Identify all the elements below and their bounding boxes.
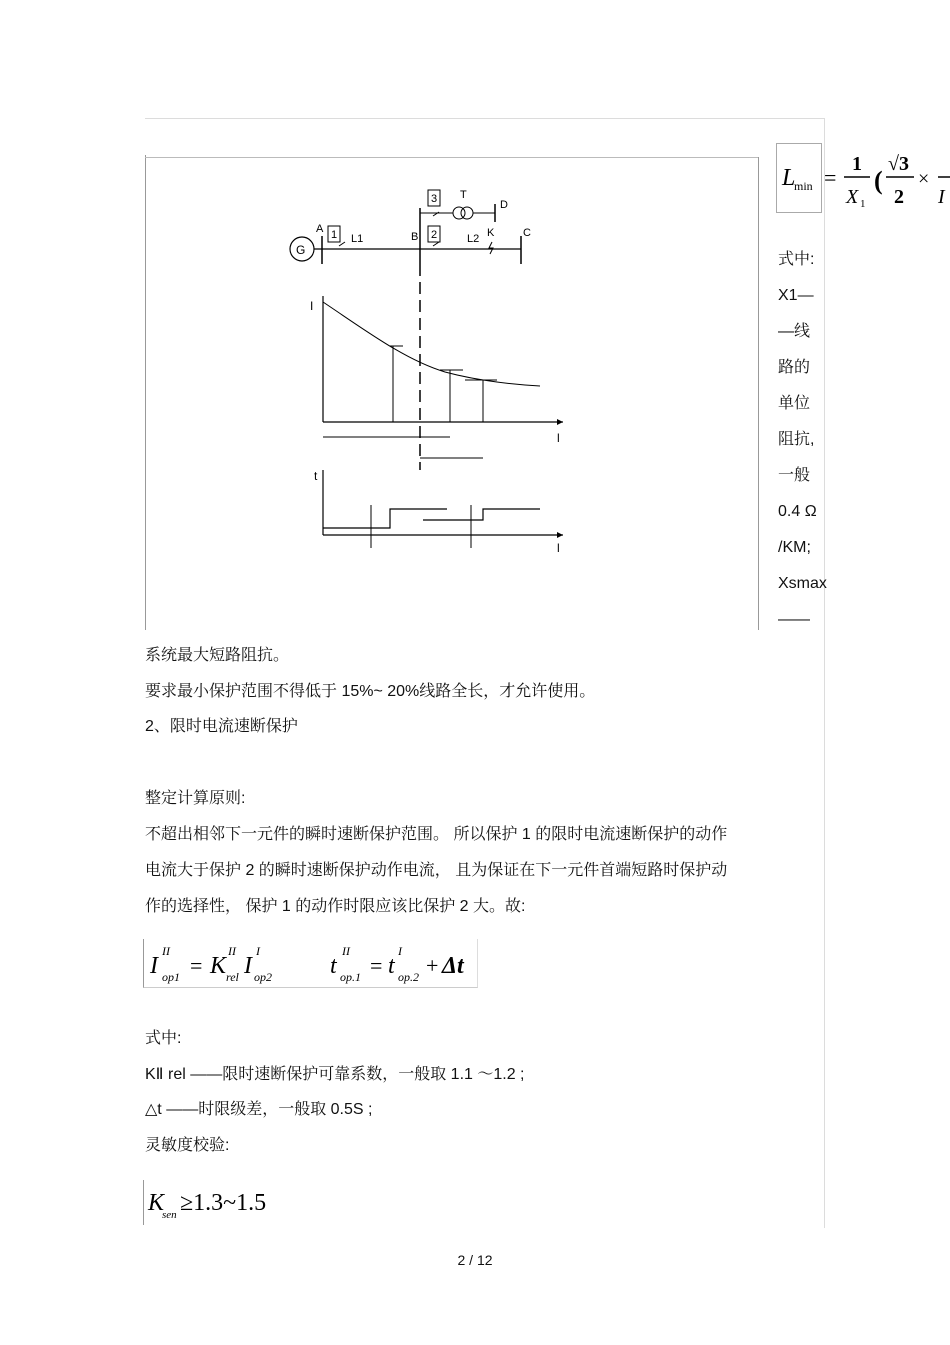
f2-t-sub: op.1 <box>340 970 361 984</box>
label-b: B <box>411 231 419 243</box>
f2-t-sup: II <box>342 944 350 958</box>
f2-eq2: = <box>370 953 383 978</box>
label-a: A <box>316 223 324 235</box>
figure-left-rule <box>145 155 146 630</box>
para-line: 作的选择性， 保护 1 的动作时限应该比保护 2 大。故: <box>145 898 526 915</box>
formula-eq: = <box>824 165 837 190</box>
figure-right-rule <box>758 157 759 630</box>
axis-l2-label: l <box>557 541 560 555</box>
sidebar-notes <box>778 242 838 638</box>
f2-t2-sub: op.2 <box>398 970 419 984</box>
para-line: KⅡ rel ——限时速断保护可靠系数，一般取 1.1 ～1.2 ; <box>145 1066 525 1083</box>
axis-i-label: I <box>310 299 314 313</box>
sensitivity-formula <box>143 1180 274 1225</box>
f2-i2-sup: I <box>256 944 260 958</box>
f2-i-sub: op1 <box>162 970 180 984</box>
f2-i: I <box>150 953 158 979</box>
note-line: 阻抗, <box>778 431 815 448</box>
box-2-label: 2 <box>431 229 438 241</box>
formula-lhs-sub: min <box>794 179 813 193</box>
note-line: Xsmax <box>778 575 827 592</box>
section-heading: 2、限时电流速断保护 <box>145 718 298 735</box>
figure-top-rule <box>145 157 759 158</box>
note-line: —线 <box>778 323 811 340</box>
para-line: 灵敏度校验: <box>145 1137 230 1154</box>
note-line: 单位 <box>778 395 811 412</box>
f2-t2-sup: I <box>398 944 402 958</box>
para-line: 要求最小保护范围不得低于 15%~ 20%线路全长，才允许使用。 <box>145 683 596 700</box>
label-t: T <box>460 189 467 201</box>
label-d: D <box>500 199 508 211</box>
f2-i2-sub: op2 <box>254 970 272 984</box>
frac1-den: X <box>846 186 859 208</box>
label-l1: L1 <box>351 233 364 245</box>
note-line: /KM; <box>778 539 811 556</box>
f2-eq: = <box>190 953 203 978</box>
time-step-2 <box>423 509 540 520</box>
f2-k-sub: rel <box>226 970 239 984</box>
frac2-den: 2 <box>894 186 904 208</box>
note-line: 路的 <box>778 359 811 376</box>
note-line: 式中: <box>778 251 815 268</box>
note-line: —— <box>778 611 810 628</box>
protection-diagram <box>285 180 575 560</box>
page-number: 2 / 12 <box>457 1252 493 1268</box>
label-l2: L2 <box>467 233 480 245</box>
frac2-num: √3 <box>888 153 909 175</box>
frac1-num: 1 <box>852 153 862 175</box>
min-length-formula <box>776 143 950 213</box>
box-3-label: 3 <box>431 193 438 205</box>
cut-glyph: I <box>938 186 945 208</box>
f2-k: K <box>210 953 227 979</box>
note-line: X1— <box>778 287 814 304</box>
top-rule <box>145 118 825 119</box>
label-c: C <box>523 227 531 239</box>
note-line: 0.4 Ω <box>778 503 817 520</box>
f2-t: t <box>330 953 337 979</box>
time-step-1 <box>323 509 447 528</box>
setting-formula <box>143 939 478 988</box>
para-line: 系统最大短路阻抗。 <box>145 647 290 664</box>
f3-k-sub: sen <box>162 1209 177 1221</box>
f2-t2: t <box>388 953 395 979</box>
axis-l-label: l <box>557 431 560 445</box>
open-paren: ( <box>874 166 883 195</box>
para-line: 不超出相邻下一元件的瞬时速断保护范围。 所以保护 1 的限时电流速断保护的动作 <box>145 826 728 843</box>
fault-current-curve <box>323 302 540 386</box>
times-sign: × <box>918 168 930 190</box>
f2-i-sup: II <box>162 944 170 958</box>
para-line: 式中: <box>145 1030 182 1047</box>
transformer-coil-2 <box>461 207 473 219</box>
f2-delta: Δt <box>442 953 464 979</box>
f2-plus: + <box>426 953 439 978</box>
f2-k-sup: II <box>228 944 236 958</box>
sidebar-formula <box>776 143 950 213</box>
frac1-den-sub: 1 <box>860 198 866 210</box>
f3-rel: ≥1.3~1.5 <box>180 1190 267 1216</box>
label-k: K <box>487 227 495 239</box>
para-line: 整定计算原则: <box>145 790 246 807</box>
f2-i2: I <box>244 953 252 979</box>
generator-label: G <box>296 243 306 257</box>
para-line: 电流大于保护 2 的瞬时速断保护动作电流， 且为保证在下一元件首端短路时保护动 <box>145 862 728 879</box>
formula-lhs: L <box>782 165 796 191</box>
box-1-label: 1 <box>331 229 338 241</box>
axis-t-label: t <box>314 469 318 483</box>
para-line: △t ——时限级差，一般取 0.5S ; <box>145 1101 373 1118</box>
f3-k: K <box>148 1190 165 1216</box>
note-line: 一般 <box>778 467 811 484</box>
